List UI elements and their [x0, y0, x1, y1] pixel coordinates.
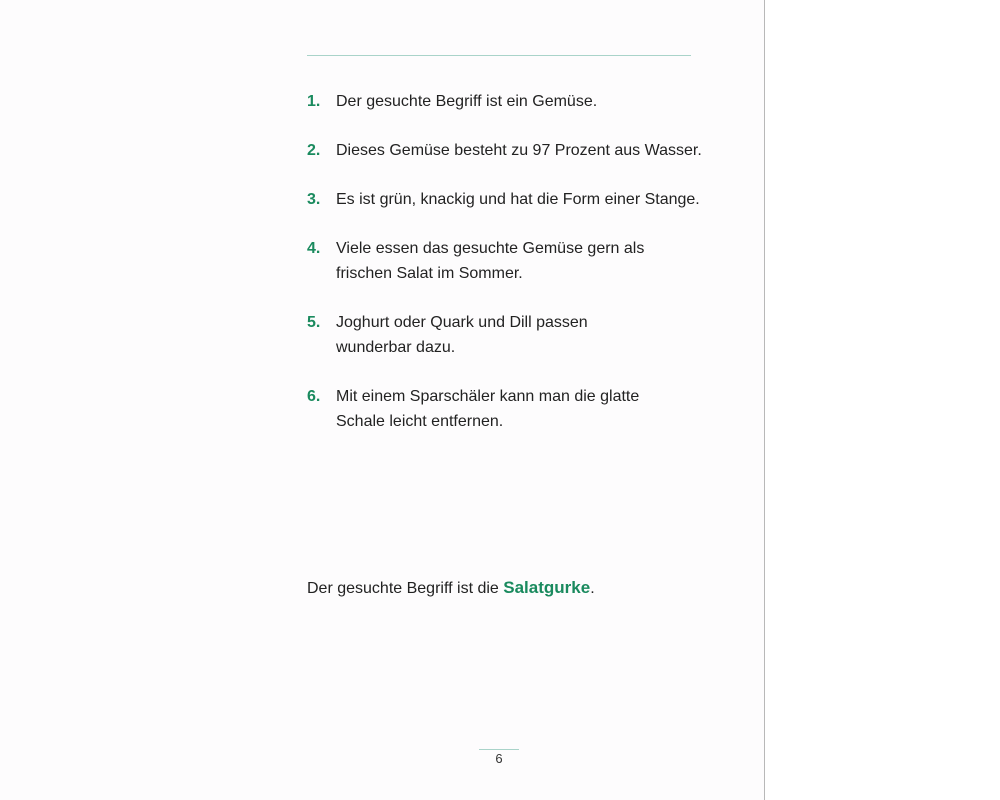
list-item	[307, 236, 707, 286]
list-item	[307, 384, 707, 434]
item-text: Es ist grün, knackig und hat die Form einer Stange.	[336, 191, 700, 208]
list-item	[307, 310, 707, 360]
item-number: 3.	[307, 191, 321, 208]
footer-rule	[479, 749, 519, 750]
page-edge-divider	[764, 0, 765, 800]
item-text: Viele essen das gesuchte Gemüse gern als frischen Salat im Sommer.	[336, 240, 645, 282]
item-number: 4.	[307, 240, 321, 257]
item-number: 2.	[307, 142, 321, 159]
answer-prefix: Der gesuchte Begriff ist die	[307, 580, 504, 597]
answer-sentence	[307, 575, 595, 601]
clue-list	[307, 89, 707, 458]
list-item	[307, 89, 707, 114]
item-number: 6.	[307, 388, 321, 405]
item-text: Joghurt oder Quark und Dill passen wunderbar dazu.	[336, 314, 588, 356]
list-item	[307, 187, 707, 212]
item-number: 1.	[307, 93, 321, 110]
item-text: Mit einem Sparschäler kann man die glatte Schale leicht entfernen.	[336, 388, 640, 430]
item-text: Dieses Gemüse besteht zu 97 Prozent aus Wasser.	[336, 142, 702, 159]
top-rule	[307, 55, 691, 56]
item-text: Der gesuchte Begriff ist ein Gemüse.	[336, 93, 598, 110]
item-number: 5.	[307, 314, 321, 331]
list-item	[307, 138, 707, 163]
answer-suffix: .	[590, 580, 595, 597]
answer-highlight: Salatgurke	[503, 578, 591, 597]
page-number: 6	[495, 751, 503, 766]
